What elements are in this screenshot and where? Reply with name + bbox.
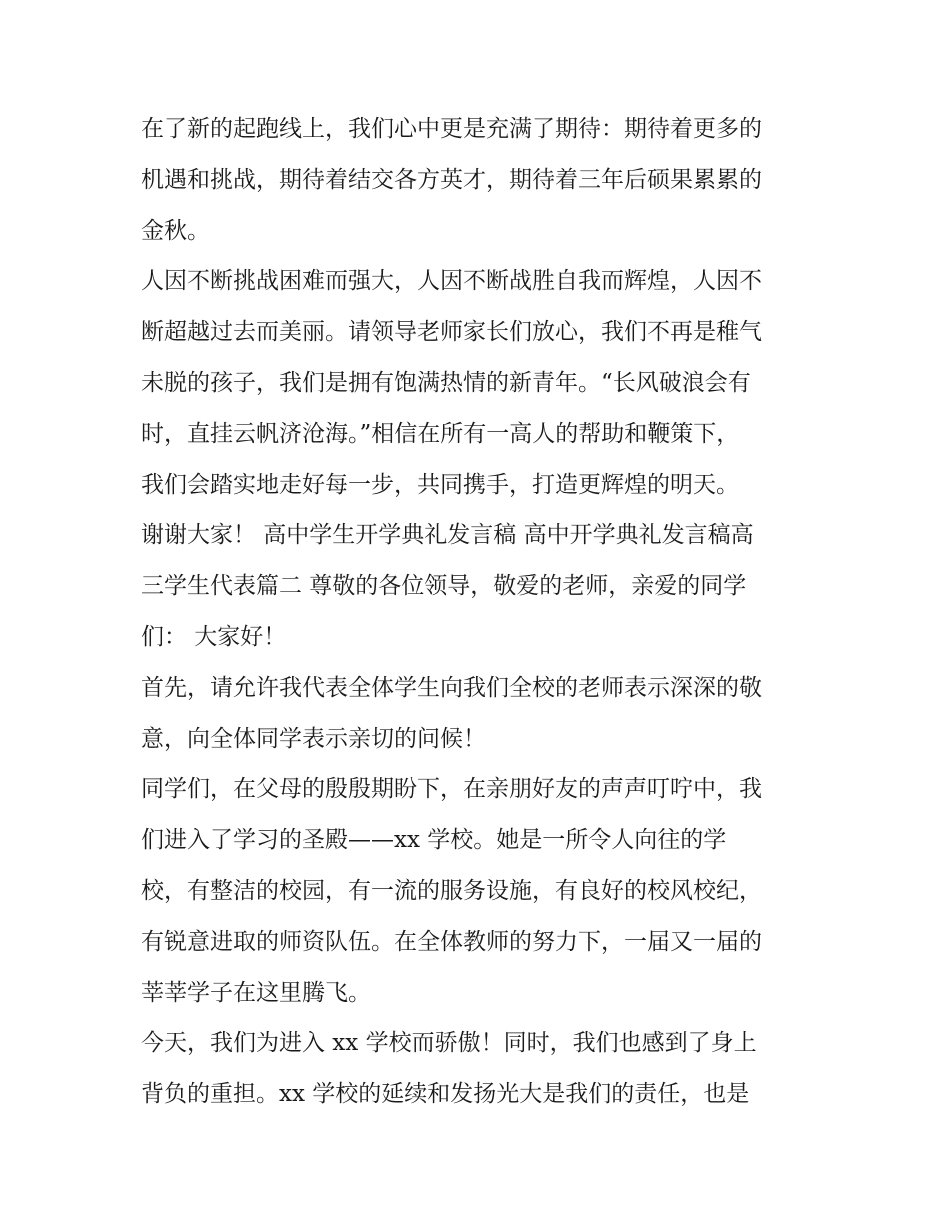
text-line: 人因不断挑战困难而强大，人因不断战胜自我而辉煌，人因不 — [141, 268, 762, 295]
text-line: 谢谢大家！ 高中学生开学典礼发言稿 高中开学典礼发言稿高 — [141, 522, 754, 549]
paragraph-pride — [141, 1018, 821, 1120]
text-line: 三学生代表篇二 尊敬的各位领导，敬爱的老师，亲爱的同学 — [141, 573, 747, 600]
text-line: 校，有整洁的校园，有一流的服务设施，有良好的校风校纪， — [141, 877, 762, 904]
paragraph-expectations — [141, 104, 821, 256]
document-body — [141, 104, 821, 1120]
text-line: 断超越过去而美丽。请领导老师家长们放心，我们不再是稚气 — [141, 319, 762, 346]
text-line: 们进入了学习的圣殿——xx 学校。她是一所令人向往的学 — [141, 827, 727, 854]
paragraph-thanks-and-heading — [141, 510, 821, 662]
text-line: 们： 大家好！ — [141, 623, 287, 650]
text-line: 莘莘学子在这里腾飞。 — [141, 979, 371, 1006]
paragraph-school-intro — [141, 764, 821, 1018]
text-line: 金秋。 — [141, 217, 210, 244]
text-line: 时，直挂云帆济沧海。”相信在所有一高人的帮助和鞭策下， — [141, 420, 740, 447]
paragraph-respects — [141, 663, 821, 765]
paragraph-challenge — [141, 256, 821, 510]
text-line: 机遇和挑战，期待着结交各方英才，期待着三年后硕果累累的 — [141, 166, 762, 193]
text-line: 背负的重担。xx 学校的延续和发扬光大是我们的责任，也是 — [141, 1081, 750, 1108]
text-line: 意，向全体同学表示亲切的问候！ — [141, 725, 486, 752]
text-line: 同学们，在父母的殷殷期盼下，在亲朋好友的声声叮咛中，我 — [141, 776, 762, 803]
text-line: 有锐意进取的师资队伍。在全体教师的努力下，一届又一届的 — [141, 928, 762, 955]
text-line: 在了新的起跑线上，我们心中更是充满了期待：期待着更多的 — [141, 116, 762, 142]
text-line: 未脱的孩子，我们是拥有饱满热情的新青年。“长风破浪会有 — [141, 369, 751, 396]
text-line: 我们会踏实地走好每一步，共同携手，打造更辉煌的明天。 — [141, 471, 739, 498]
text-line: 今天，我们为进入 xx 学校而骄傲！同时，我们也感到了身上 — [141, 1030, 757, 1057]
text-line: 首先，请允许我代表全体学生向我们全校的老师表示深深的敬 — [141, 674, 762, 701]
